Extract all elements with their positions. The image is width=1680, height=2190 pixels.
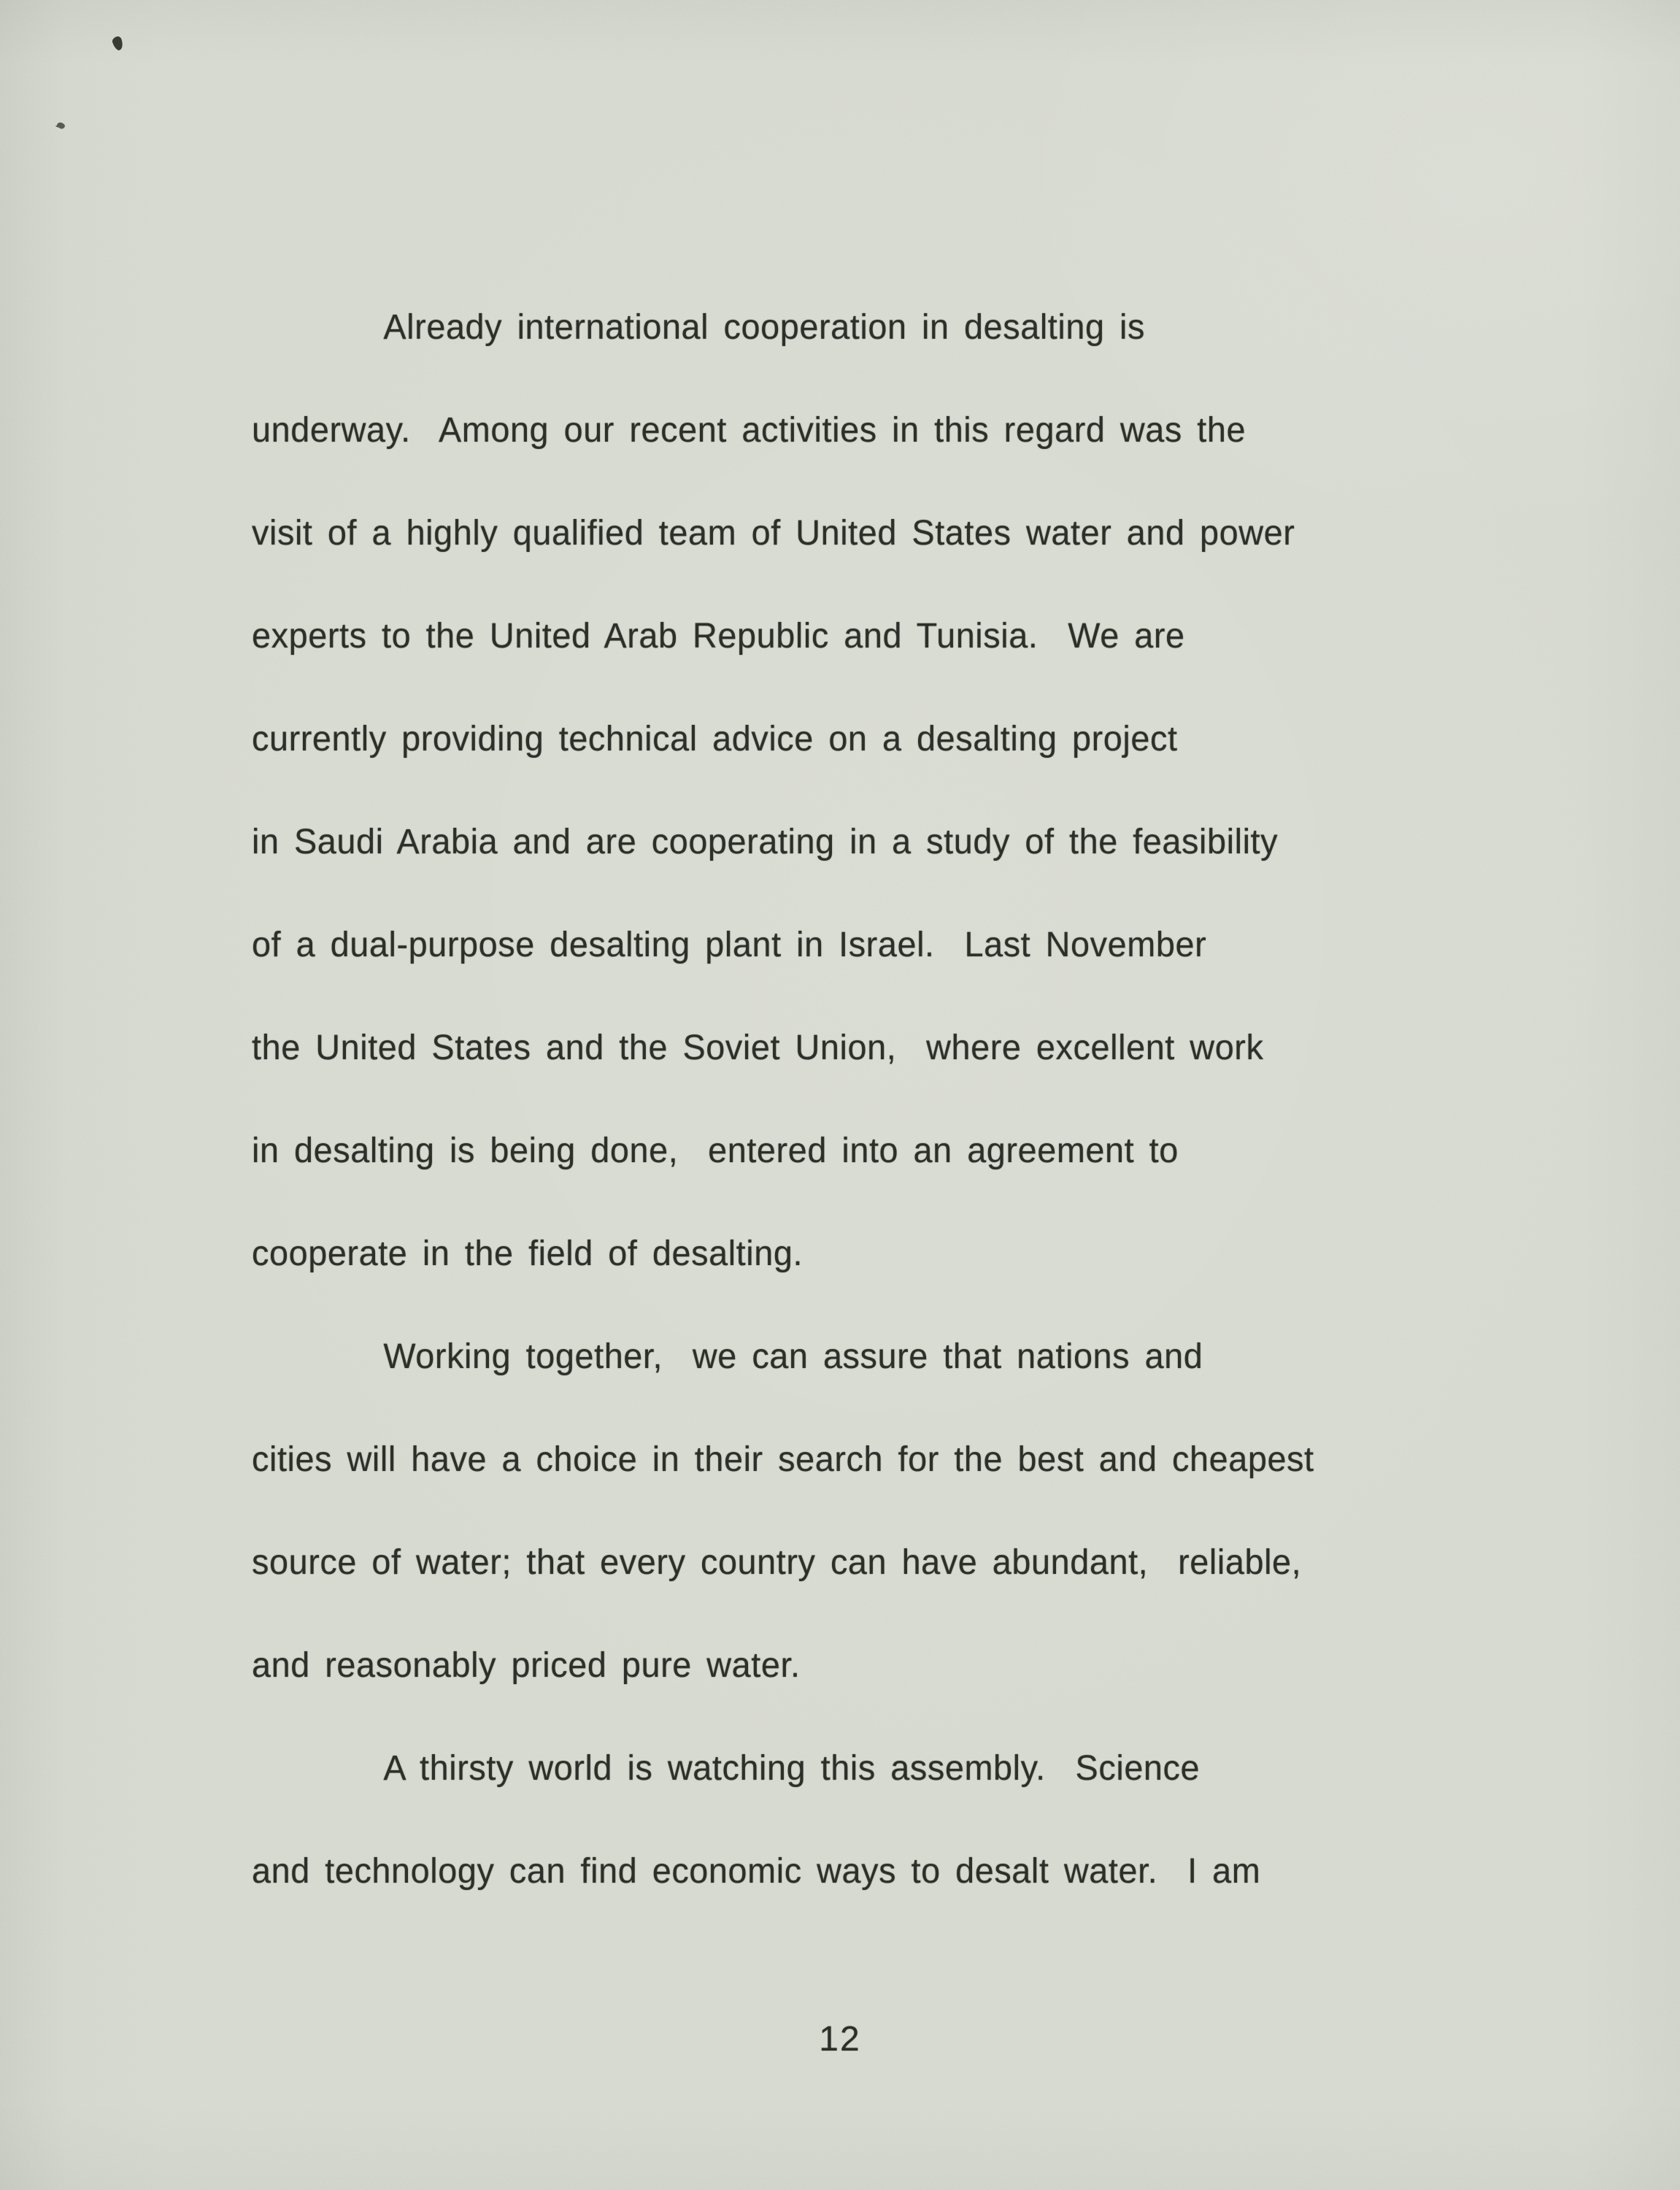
text-line: currently providing technical advice on a desalting project: [252, 720, 1178, 758]
text-line: cities will have a choice in their search for the best and cheapest: [252, 1440, 1314, 1479]
text-line: Working together, we can assure that nations and: [383, 1337, 1203, 1376]
text-line: A thirsty world is watching this assembly. Science: [383, 1749, 1201, 1788]
text-line: of a dual-purpose desalting plant in Israel. Last November: [252, 926, 1207, 964]
text-line: in desalting is being done, entered into an agreement to: [252, 1132, 1179, 1170]
text-line: and reasonably priced pure water.: [252, 1646, 801, 1685]
text-line: underway. Among our recent activities in this regard was the: [252, 411, 1246, 450]
text-line: the United States and the Soviet Union, where excellent work: [252, 1029, 1264, 1067]
ink-speck: [111, 35, 124, 51]
text-line: source of water; that every country can have abundant, reliable,: [252, 1543, 1302, 1582]
text-line: and technology can find economic ways to desalt water. I am: [252, 1852, 1261, 1891]
text-line: visit of a highly qualified team of United States water and power: [252, 514, 1295, 553]
ink-speck: [56, 121, 66, 130]
text-line: cooperate in the field of desalting.: [252, 1234, 804, 1273]
text-line: Already international cooperation in desalting is: [383, 308, 1145, 347]
text-line: experts to the United Arab Republic and Tunisia. We are: [252, 617, 1185, 656]
typewritten-text: [252, 276, 1565, 1923]
text-line: in Saudi Arabia and are cooperating in a study of the feasibility: [252, 823, 1279, 861]
page-number: 12: [819, 2020, 861, 2059]
